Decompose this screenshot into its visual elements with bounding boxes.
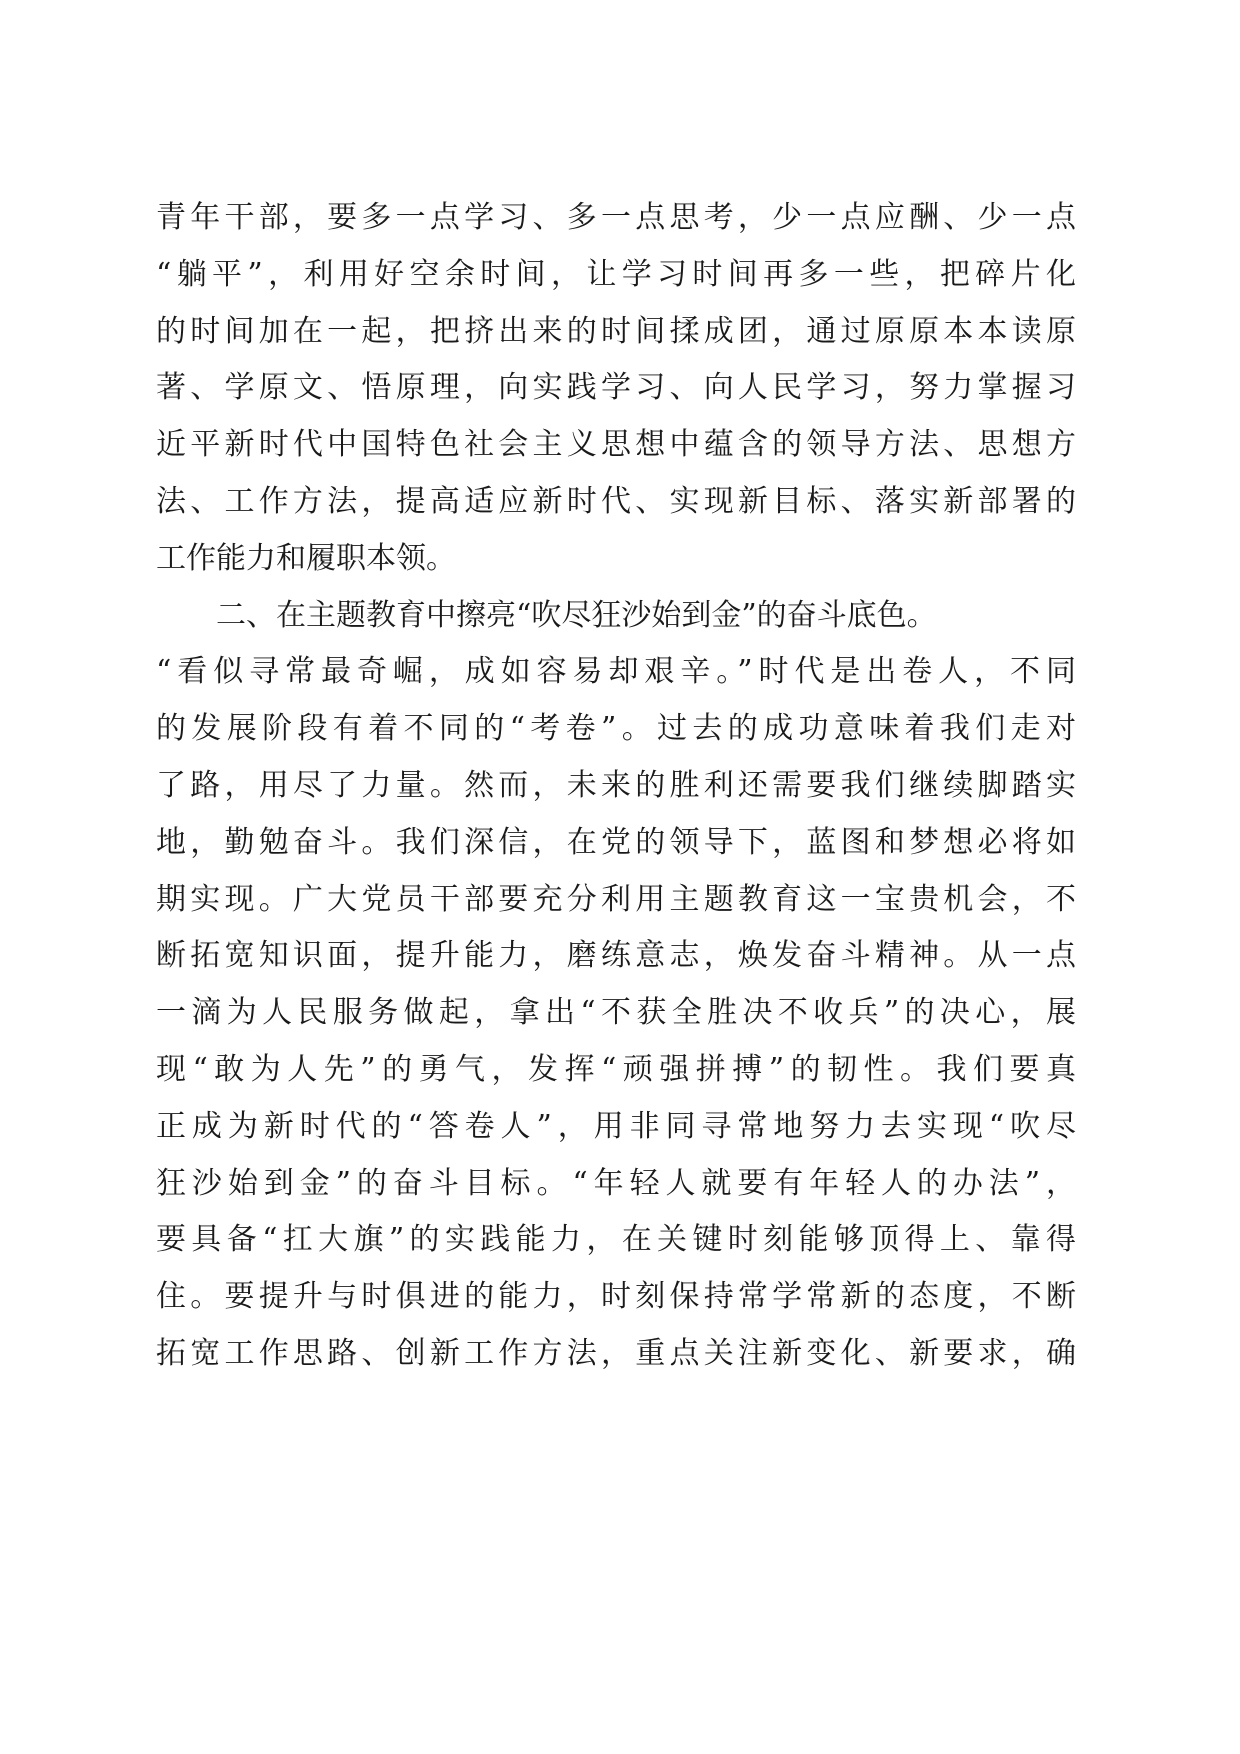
text-line: 近平新时代中国特色社会主义思想中蕴含的领导方法、思想方 [156,427,1076,463]
text-line: 期实现。广大党员干部要充分利用主题教育这一宝贵机会，不 [156,881,1076,917]
text-line: 法、工作方法，提高适应新时代、实现新目标、落实新部署的 [156,483,1076,519]
text-line: 要具备“扛大旗”的实践能力，在关键时刻能够顶得上、靠得 [156,1222,1076,1258]
text-line: 著、学原文、悟原理，向实践学习、向人民学习，努力掌握习 [156,370,1076,406]
text-line: 一滴为人民服务做起，拿出“不获全胜决不收兵”的决心，展 [156,995,1076,1031]
section-heading-line: 二、在主题教育中擦亮“吹尽狂沙始到金”的奋斗底色。 [216,597,937,633]
body-text [156,190,1076,1383]
text-line: 了路，用尽了力量。然而，未来的胜利还需要我们继续脚踏实 [156,767,1076,803]
text-line: 工作能力和履职本领。 [156,540,456,576]
text-line: 狂沙始到金”的奋斗目标。“年轻人就要有年轻人的办法”， [156,1165,1076,1201]
text-line: “躺平”，利用好空余时间，让学习时间再多一些，把碎片化 [156,256,1076,292]
text-line: 青年干部，要多一点学习、多一点思考，少一点应酬、少一点 [156,200,1076,235]
text-line: 拓宽工作思路、创新工作方法，重点关注新变化、新要求，确 [156,1335,1076,1371]
text-line: 正成为新时代的“答卷人”，用非同寻常地努力去实现“吹尽 [156,1108,1076,1144]
text-line: 的时间加在一起，把挤出来的时间揉成团，通过原原本本读原 [156,313,1076,349]
text-line: 的发展阶段有着不同的“考卷”。过去的成功意味着我们走对 [156,711,1076,747]
text-line: 住。要提升与时俱进的能力，时刻保持常学常新的态度，不断 [156,1279,1076,1315]
text-line: 地，勤勉奋斗。我们深信，在党的领导下，蓝图和梦想必将如 [156,824,1076,860]
text-line: “看似寻常最奇崛，成如容易却艰辛。”时代是出卷人，不同 [156,654,1076,690]
text-line: 现“敢为人先”的勇气，发挥“顽强拼搏”的韧性。我们要真 [156,1051,1076,1087]
text-line: 断拓宽知识面，提升能力，磨练意志，焕发奋斗精神。从一点 [156,938,1076,974]
